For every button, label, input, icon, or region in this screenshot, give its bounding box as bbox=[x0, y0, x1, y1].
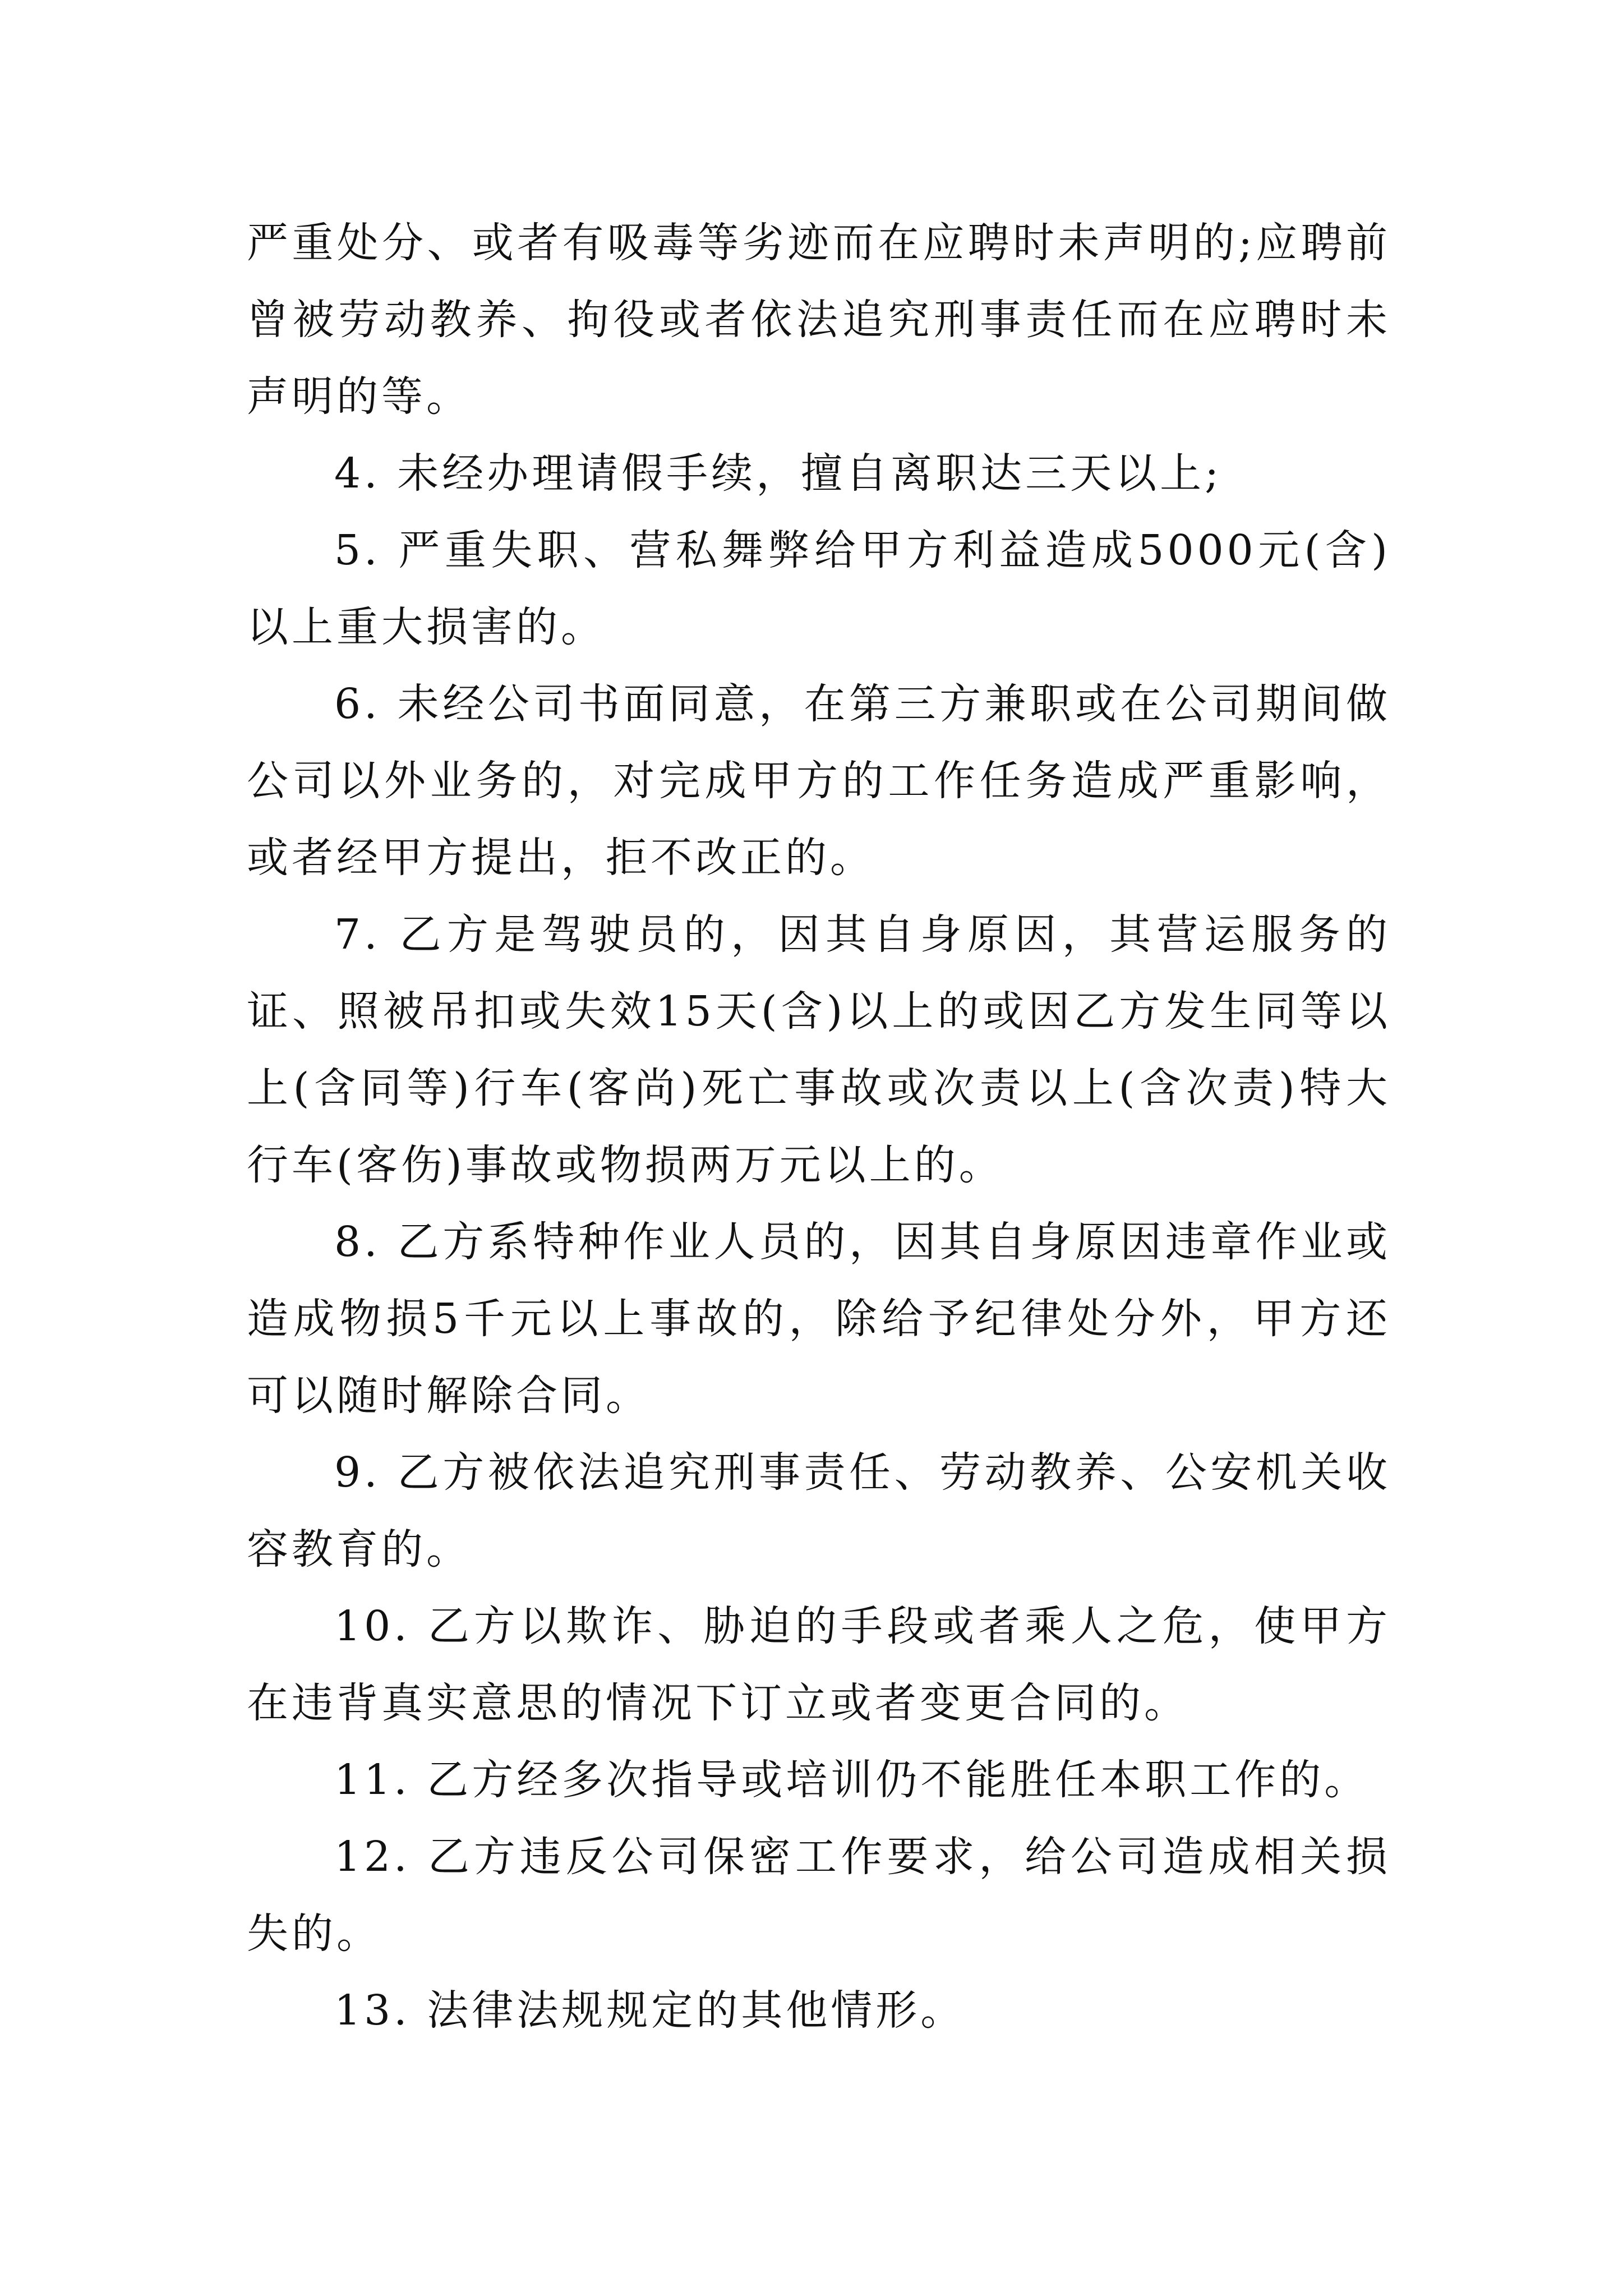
clause-13: 13. 法律法规规定的其他情形。 bbox=[334, 1986, 966, 2035]
clause-5: 5. 严重失职、营私舞弊给甲方利益造成5000元(含)以上重大损害的。 bbox=[247, 526, 1391, 651]
clause-8: 8. 乙方系特种作业人员的，因其自身原因违章作业或造成物损5千元以上事故的，除给予纪律处分外，甲方还可以随时解除合同。 bbox=[247, 1218, 1391, 1420]
clause-9: 9. 乙方被依法追究刑事责任、劳动教养、公安机关收容教育的。 bbox=[247, 1448, 1391, 1573]
clause-12: 12. 乙方违反公司保密工作要求，给公司造成相关损失的。 bbox=[247, 1833, 1391, 1958]
clause-10: 10. 乙方以欺诈、胁迫的手段或者乘人之危，使甲方在违背真实意思的情况下订立或者变更合同的。 bbox=[247, 1602, 1391, 1727]
clause-4: 4. 未经办理请假手续，擅自离职达三天以上; bbox=[334, 449, 1223, 498]
document-body bbox=[247, 205, 1391, 2049]
clause-11: 11. 乙方经多次指导或培训仍不能胜任本职工作的。 bbox=[334, 1756, 1370, 1804]
paragraph-continuation: 严重处分、或者有吸毒等劣迹而在应聘时未声明的;应聘前曾被劳动教养、拘役或者依法追究刑事责任而在应聘时未声明的等。 bbox=[247, 219, 1391, 421]
clause-6: 6. 未经公司书面同意，在第三方兼职或在公司期间做公司以外业务的，对完成甲方的工作任务造成严重影响，或者经甲方提出，拒不改正的。 bbox=[247, 680, 1391, 882]
clause-7: 7. 乙方是驾驶员的，因其自身原因，其营运服务的证、照被吊扣或失效15天(含)以上的或因乙方发生同等以上(含同等)行车(客尚)死亡事故或次责以上(含次责)特大行车(客伤)事故或物损两万元以上的。 bbox=[247, 910, 1391, 1189]
